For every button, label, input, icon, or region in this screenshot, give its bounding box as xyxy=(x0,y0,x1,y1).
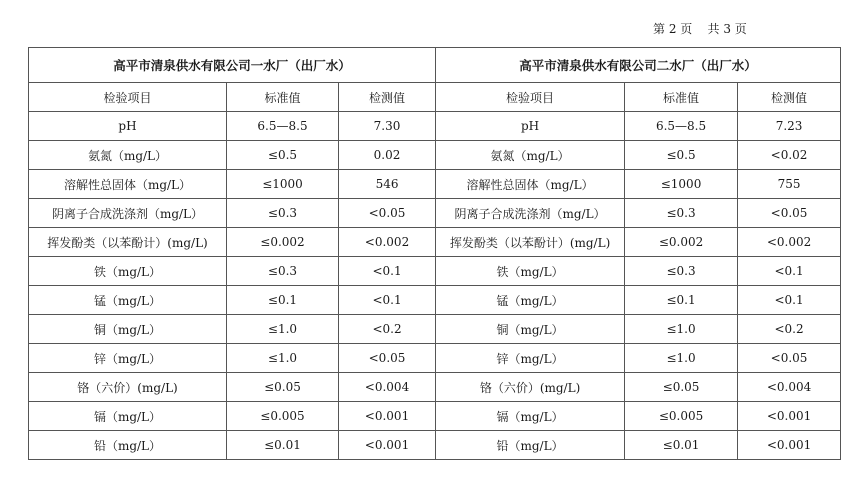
table-row xyxy=(29,286,841,315)
plant2-value-cell: 7.23 xyxy=(738,112,841,141)
plant2-header-value: 检测值 xyxy=(738,83,841,112)
plant2-standard-cell: ≤0.1 xyxy=(625,286,738,315)
plant2-standard-cell: ≤1.0 xyxy=(625,344,738,373)
plant1-item-cell: 锌（mg/L） xyxy=(29,344,227,373)
plant2-standard-cell: ≤0.01 xyxy=(625,431,738,460)
plant2-item-cell: 铁（mg/L） xyxy=(436,257,625,286)
page-number: 第 2 页 共 3 页 xyxy=(653,22,747,36)
plant2-standard-cell: ≤0.005 xyxy=(625,402,738,431)
plant1-item-cell: 锰（mg/L） xyxy=(29,286,227,315)
plant1-value-cell: <0.001 xyxy=(339,431,436,460)
plant2-header-standard: 标准值 xyxy=(625,83,738,112)
plant2-value-cell: 755 xyxy=(738,170,841,199)
table-row xyxy=(29,373,841,402)
plant1-item-cell: 氨氮（mg/L） xyxy=(29,141,227,170)
plant1-value-cell: 546 xyxy=(339,170,436,199)
plant2-standard-cell: ≤0.3 xyxy=(625,199,738,228)
plant2-item-cell: 氨氮（mg/L） xyxy=(436,141,625,170)
plant2-item-cell: 铅（mg/L） xyxy=(436,431,625,460)
plant2-value-cell: <0.002 xyxy=(738,228,841,257)
plant2-item-cell: 阴离子合成洗涤剂（mg/L） xyxy=(436,199,625,228)
plant1-title: 高平市清泉供水有限公司一水厂（出厂水） xyxy=(29,48,436,83)
plant1-value-cell: <0.001 xyxy=(339,402,436,431)
plant2-value-cell: <0.02 xyxy=(738,141,841,170)
plant2-standard-cell: ≤0.5 xyxy=(625,141,738,170)
column-header-row xyxy=(29,83,841,112)
plant1-value-cell: 7.30 xyxy=(339,112,436,141)
plant1-value-cell: <0.05 xyxy=(339,199,436,228)
plant2-standard-cell: ≤1.0 xyxy=(625,315,738,344)
plant2-item-cell: 镉（mg/L） xyxy=(436,402,625,431)
plant1-header-standard: 标准值 xyxy=(227,83,339,112)
water-quality-table xyxy=(28,47,841,460)
plant2-value-cell: <0.2 xyxy=(738,315,841,344)
plant2-standard-cell: ≤0.3 xyxy=(625,257,738,286)
plant1-item-cell: 阴离子合成洗涤剂（mg/L） xyxy=(29,199,227,228)
plant2-value-cell: <0.1 xyxy=(738,286,841,315)
plant-title-row xyxy=(29,48,841,83)
plant1-item-cell: 铜（mg/L） xyxy=(29,315,227,344)
plant1-standard-cell: ≤0.05 xyxy=(227,373,339,402)
plant1-value-cell: <0.2 xyxy=(339,315,436,344)
plant1-value-cell: <0.05 xyxy=(339,344,436,373)
table-row xyxy=(29,344,841,373)
plant1-standard-cell: ≤0.1 xyxy=(227,286,339,315)
plant1-standard-cell: ≤0.5 xyxy=(227,141,339,170)
plant2-item-cell: 铬（六价）(mg/L) xyxy=(436,373,625,402)
plant1-item-cell: 溶解性总固体（mg/L） xyxy=(29,170,227,199)
plant2-value-cell: <0.1 xyxy=(738,257,841,286)
plant2-item-cell: 锰（mg/L） xyxy=(436,286,625,315)
plant1-item-cell: 铅（mg/L） xyxy=(29,431,227,460)
plant1-item-cell: 铁（mg/L） xyxy=(29,257,227,286)
table-row xyxy=(29,141,841,170)
plant1-item-cell: pH xyxy=(29,112,227,141)
plant1-standard-cell: ≤0.005 xyxy=(227,402,339,431)
table-row xyxy=(29,257,841,286)
table-row xyxy=(29,431,841,460)
plant1-header-item: 检验项目 xyxy=(29,83,227,112)
plant1-item-cell: 镉（mg/L） xyxy=(29,402,227,431)
plant2-standard-cell: ≤1000 xyxy=(625,170,738,199)
plant2-standard-cell: 6.5—8.5 xyxy=(625,112,738,141)
plant2-value-cell: <0.001 xyxy=(738,402,841,431)
plant1-value-cell: <0.004 xyxy=(339,373,436,402)
plant1-item-cell: 挥发酚类（以苯酚计）(mg/L) xyxy=(29,228,227,257)
plant2-item-cell: pH xyxy=(436,112,625,141)
plant1-standard-cell: ≤0.01 xyxy=(227,431,339,460)
plant2-item-cell: 铜（mg/L） xyxy=(436,315,625,344)
plant2-standard-cell: ≤0.002 xyxy=(625,228,738,257)
plant2-item-cell: 锌（mg/L） xyxy=(436,344,625,373)
plant1-standard-cell: ≤0.3 xyxy=(227,257,339,286)
plant1-value-cell: <0.002 xyxy=(339,228,436,257)
plant2-value-cell: <0.004 xyxy=(738,373,841,402)
plant1-standard-cell: ≤0.3 xyxy=(227,199,339,228)
plant2-standard-cell: ≤0.05 xyxy=(625,373,738,402)
table-row xyxy=(29,170,841,199)
plant2-value-cell: <0.05 xyxy=(738,199,841,228)
plant1-value-cell: <0.1 xyxy=(339,286,436,315)
plant2-value-cell: <0.05 xyxy=(738,344,841,373)
table-row xyxy=(29,315,841,344)
plant2-item-cell: 溶解性总固体（mg/L） xyxy=(436,170,625,199)
plant1-standard-cell: ≤1.0 xyxy=(227,344,339,373)
plant1-value-cell: <0.1 xyxy=(339,257,436,286)
table-row xyxy=(29,228,841,257)
plant1-header-value: 检测值 xyxy=(339,83,436,112)
plant1-value-cell: 0.02 xyxy=(339,141,436,170)
plant1-standard-cell: 6.5—8.5 xyxy=(227,112,339,141)
table-row xyxy=(29,112,841,141)
plant1-item-cell: 铬（六价）(mg/L) xyxy=(29,373,227,402)
table-row xyxy=(29,402,841,431)
table-row xyxy=(29,199,841,228)
plant1-standard-cell: ≤0.002 xyxy=(227,228,339,257)
plant2-title: 高平市清泉供水有限公司二水厂（出厂水） xyxy=(436,48,841,83)
plant2-item-cell: 挥发酚类（以苯酚计）(mg/L) xyxy=(436,228,625,257)
plant1-standard-cell: ≤1000 xyxy=(227,170,339,199)
plant2-header-item: 检验项目 xyxy=(436,83,625,112)
plant2-value-cell: <0.001 xyxy=(738,431,841,460)
plant1-standard-cell: ≤1.0 xyxy=(227,315,339,344)
